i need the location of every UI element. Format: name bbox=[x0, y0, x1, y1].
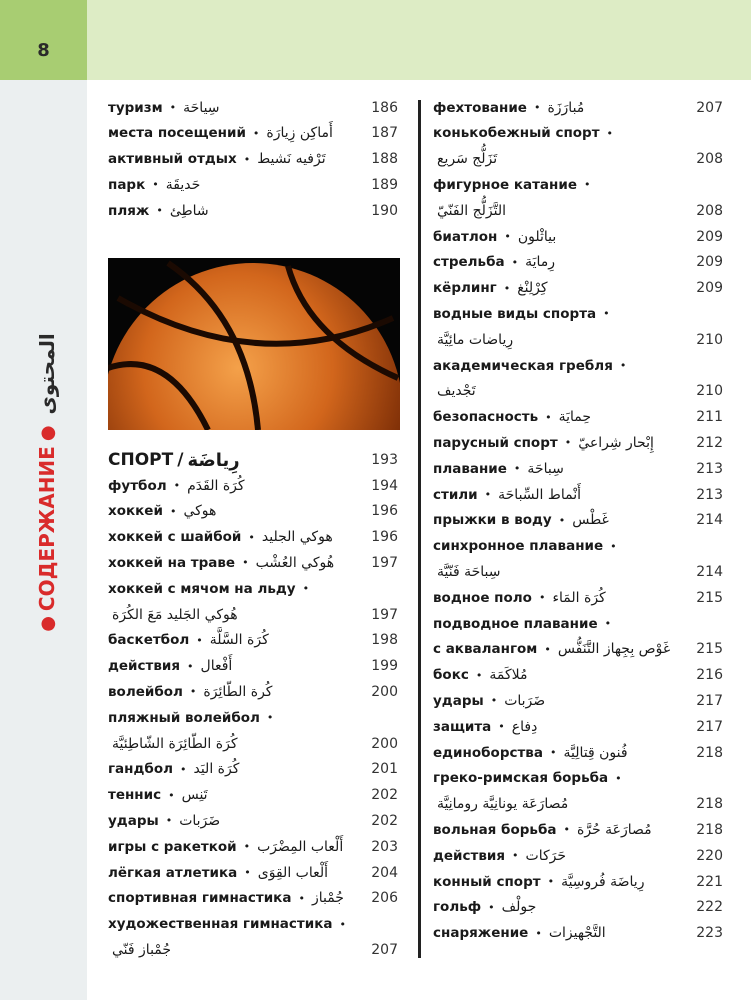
entry-arabic: تَجْديف bbox=[437, 383, 476, 400]
bullet-icon: • bbox=[603, 307, 610, 321]
bullet-icon: • bbox=[545, 410, 552, 424]
toc-entry bbox=[433, 688, 723, 713]
entry-russian: греко-римская борьба bbox=[433, 770, 609, 787]
toc-entry bbox=[433, 482, 723, 507]
entry-page-number: 198 bbox=[371, 632, 398, 649]
bullet-icon: • bbox=[266, 711, 274, 725]
bullet-icon: • bbox=[512, 849, 519, 863]
entry-arabic: رِمايَة bbox=[525, 254, 556, 271]
entry-arabic: سِياحَة bbox=[183, 99, 220, 116]
entry-page-number: 201 bbox=[371, 761, 398, 778]
entry-page-number: 216 bbox=[696, 667, 723, 684]
vertical-title bbox=[35, 333, 59, 637]
entry-russian: вольная борьба bbox=[433, 821, 557, 838]
entry-russian: художественная гимнастика bbox=[108, 916, 333, 933]
entry-page-number: 197 bbox=[371, 554, 398, 571]
entry-page-number: 202 bbox=[371, 787, 398, 804]
entry-arabic: كِرْلِنْغ bbox=[517, 280, 548, 297]
bullet-icon: • bbox=[189, 685, 197, 699]
entry-russian: хоккей с мячом на льду bbox=[108, 580, 296, 597]
entry-russian: биатлон bbox=[433, 228, 498, 245]
entry-arabic: بياثْلون bbox=[517, 228, 557, 245]
toc-entry bbox=[433, 405, 723, 430]
entry-russian: фехтование bbox=[433, 99, 527, 116]
entry-page-number: 220 bbox=[696, 847, 723, 864]
entry-russian: спортивная гимнастика bbox=[108, 890, 292, 907]
toc-entry bbox=[433, 895, 723, 920]
entry-page-number: 213 bbox=[696, 460, 723, 477]
entry-russian: хоккей bbox=[108, 503, 163, 520]
toc-entry bbox=[108, 783, 398, 808]
entry-russian: единоборства bbox=[433, 744, 543, 761]
entry-page-number: 218 bbox=[696, 821, 723, 838]
entry-page-number: 208 bbox=[696, 151, 723, 168]
vertical-title-ar: المحتوى bbox=[35, 333, 59, 415]
entry-page-number: 204 bbox=[371, 864, 398, 881]
entry-page-number: 217 bbox=[696, 718, 723, 735]
entry-arabic: إِبْحار شِراعيّ bbox=[578, 434, 654, 451]
entry-arabic: فُنون قِتالِيَّة bbox=[563, 744, 628, 761]
entry-page-number: 206 bbox=[371, 890, 398, 907]
entry-russian: баскетбол bbox=[108, 632, 190, 649]
entry-page-number: 214 bbox=[696, 563, 723, 580]
entry-page-number: 196 bbox=[371, 529, 398, 546]
bullet-icon: • bbox=[156, 204, 163, 218]
bullet-icon: • bbox=[547, 875, 555, 888]
bullet-icon: • bbox=[196, 633, 203, 647]
toc-entry bbox=[108, 121, 398, 146]
entry-page-number: 221 bbox=[696, 873, 723, 890]
entry-page-number: 200 bbox=[371, 735, 398, 752]
entry-page-number: 202 bbox=[371, 812, 398, 829]
entry-arabic: تَزَلُّج سَريع bbox=[437, 151, 498, 168]
entry-arabic: هوكي الجليد bbox=[261, 529, 333, 546]
bullet-icon: • bbox=[302, 582, 310, 596]
entry-arabic: سِباحَة bbox=[527, 460, 564, 477]
bullet-icon: • bbox=[339, 917, 346, 931]
entry-arabic: كُرَة المَاء bbox=[552, 589, 606, 606]
entry-russian: кёрлинг bbox=[433, 280, 497, 297]
entry-russian: парк bbox=[108, 176, 146, 193]
entry-arabic: جُمْباز فَنّي bbox=[112, 941, 172, 958]
entry-page-number: 207 bbox=[696, 99, 723, 116]
entry-russian: защита bbox=[433, 718, 492, 735]
entry-russian: синхронное плавание bbox=[433, 538, 604, 555]
toc-entry bbox=[433, 379, 723, 404]
bullet-icon: • bbox=[513, 462, 521, 476]
entry-russian: пляж bbox=[108, 202, 150, 219]
entry-arabic: أَنْماط السِّباحَة bbox=[498, 486, 581, 503]
entry-russian: действия bbox=[108, 658, 181, 675]
entry-russian: подводное плавание bbox=[433, 615, 598, 632]
entry-arabic: أَلْعاب المِضْرَب bbox=[257, 838, 344, 855]
toc-entry bbox=[433, 301, 723, 326]
entry-page-number: 217 bbox=[696, 692, 723, 709]
entry-russian: стили bbox=[433, 486, 478, 503]
entry-russian: действия bbox=[433, 847, 506, 864]
toc-entry bbox=[108, 602, 398, 627]
toc-entry bbox=[433, 353, 723, 378]
bullet-icon: • bbox=[169, 504, 177, 518]
entry-russian: места посещений bbox=[108, 125, 246, 142]
entry-arabic: رِياضات مائِيَّة bbox=[437, 331, 514, 348]
toc-entry bbox=[433, 585, 723, 610]
entry-page-number: 186 bbox=[371, 99, 398, 116]
entry-arabic: كُرَة القَدَم bbox=[187, 477, 245, 494]
entry-russian: академическая гребля bbox=[433, 357, 613, 374]
toc-entry bbox=[108, 912, 398, 937]
entry-russian: стрельба bbox=[433, 254, 505, 271]
entry-arabic: كُرَة الطّائِرَة الشّاطِئيَّة bbox=[112, 735, 238, 752]
entry-arabic: حَديقَة bbox=[165, 176, 201, 193]
entry-page-number: 223 bbox=[696, 925, 723, 942]
toc-entry bbox=[433, 95, 723, 120]
bullet-icon: • bbox=[242, 556, 249, 570]
bullet-icon: • bbox=[165, 814, 173, 828]
entry-russian: хоккей на траве bbox=[108, 554, 236, 571]
entry-page-number: 194 bbox=[371, 477, 398, 494]
entry-russian: прыжки в воду bbox=[433, 512, 552, 529]
entry-arabic: تَنِس bbox=[181, 787, 208, 804]
entry-arabic: تَرْفيه نَشيط bbox=[257, 151, 326, 168]
entry-russian: пляжный волейбол bbox=[108, 709, 260, 726]
bullet-icon: • bbox=[243, 152, 251, 166]
bullet-icon: • bbox=[604, 617, 612, 630]
entry-arabic: التَّجْهيزات bbox=[548, 925, 606, 942]
entry-page-number: 218 bbox=[696, 796, 723, 813]
toc-entry bbox=[433, 637, 723, 662]
toc-entry bbox=[108, 860, 398, 885]
entry-page-number: 210 bbox=[696, 331, 723, 348]
bullet-dot: ● bbox=[36, 425, 58, 442]
entry-page-number: 196 bbox=[371, 503, 398, 520]
entry-page-number: 209 bbox=[696, 254, 723, 271]
entry-page-number: 197 bbox=[371, 606, 398, 623]
toc-entry bbox=[433, 147, 723, 172]
entry-arabic: مُلاكَمَة bbox=[489, 667, 528, 684]
entry-page-number: 200 bbox=[371, 683, 398, 700]
entry-russian: хоккей с шайбой bbox=[108, 529, 242, 546]
toc-entry bbox=[108, 757, 398, 782]
toc-entry bbox=[433, 456, 723, 481]
entry-arabic: سِباحَة فَنّيَّة bbox=[437, 563, 501, 580]
entry-arabic: هوكي bbox=[183, 503, 217, 520]
entry-page-number: 222 bbox=[696, 899, 723, 916]
bullet-dot: ● bbox=[36, 616, 58, 632]
toc-entry bbox=[433, 276, 723, 301]
entry-page-number: 189 bbox=[371, 176, 398, 193]
entry-page-number: 213 bbox=[696, 486, 723, 503]
toc-entry bbox=[108, 731, 398, 756]
toc-entry bbox=[108, 937, 398, 962]
toc-entry bbox=[433, 327, 723, 352]
toc-entry bbox=[433, 430, 723, 455]
entry-russian: активный отдых bbox=[108, 151, 237, 168]
entry-arabic: أَلْعاب القِوَى bbox=[257, 864, 329, 881]
entry-arabic: غَوْص بِجِهاز التَّنَفُّس bbox=[557, 641, 671, 658]
entry-page-number: 208 bbox=[696, 202, 723, 219]
toc-entry bbox=[108, 499, 398, 524]
entry-arabic: كُرة الطّائِرَة bbox=[203, 683, 273, 700]
bullet-icon: • bbox=[610, 539, 617, 553]
bullet-icon: • bbox=[619, 359, 627, 372]
entry-russian: фигурное катание bbox=[433, 176, 577, 193]
bullet-icon: • bbox=[475, 668, 483, 682]
toc-entry bbox=[108, 198, 398, 223]
toc-entry bbox=[433, 611, 723, 636]
toc-entry bbox=[433, 714, 723, 739]
entry-arabic: جُمْباز bbox=[311, 890, 344, 907]
bullet-icon: • bbox=[484, 488, 492, 501]
entry-russian: теннис bbox=[108, 787, 162, 804]
toc-entry bbox=[433, 224, 723, 249]
entry-page-number: 190 bbox=[371, 202, 398, 219]
entry-russian: удары bbox=[433, 692, 484, 709]
bullet-icon: • bbox=[488, 900, 495, 914]
toc-entry bbox=[108, 834, 398, 859]
entry-russian: футбол bbox=[108, 477, 167, 494]
page-number: 8 bbox=[37, 40, 50, 61]
toc-entry bbox=[433, 921, 723, 946]
entry-russian: бокс bbox=[433, 667, 469, 684]
bullet-icon: • bbox=[168, 788, 175, 802]
entry-russian: туризм bbox=[108, 99, 163, 116]
entry-arabic: كُرَة السَّلَّة bbox=[209, 632, 269, 649]
bullet-icon: • bbox=[187, 659, 194, 673]
toc-entry bbox=[433, 250, 723, 275]
toc-entry bbox=[108, 886, 398, 911]
toc-entry bbox=[108, 576, 398, 601]
toc-entry bbox=[108, 628, 398, 653]
entry-arabic: شاطِئ bbox=[169, 202, 209, 219]
toc-entry bbox=[433, 198, 723, 223]
toc-entry bbox=[433, 663, 723, 688]
entry-russian: игры с ракеткой bbox=[108, 838, 237, 855]
entry-page-number: 188 bbox=[371, 151, 398, 168]
bullet-icon: • bbox=[490, 694, 498, 708]
entry-page-number: 214 bbox=[696, 512, 723, 529]
entry-arabic: أَماكِن زِيارَة bbox=[266, 125, 333, 142]
toc-entry bbox=[433, 740, 723, 765]
section-page: 193 bbox=[371, 452, 398, 468]
entry-arabic: غَطْس bbox=[572, 512, 609, 529]
entry-arabic: مُبارَزَة bbox=[547, 99, 585, 116]
top-band bbox=[87, 0, 751, 80]
entry-arabic: جولْف bbox=[501, 899, 537, 916]
entry-russian: безопасность bbox=[433, 409, 539, 426]
bullet-icon: • bbox=[549, 746, 557, 759]
toc-entry bbox=[433, 172, 723, 197]
section-title-ar: رِياضَة bbox=[187, 449, 240, 471]
section-heading bbox=[108, 445, 398, 475]
toc-entry bbox=[433, 121, 723, 146]
entry-arabic: هُوكي العُشْب bbox=[255, 554, 335, 571]
entry-arabic: مُصارَعَة يونانِيَّة رومانِيَّة bbox=[437, 796, 569, 813]
bullet-icon: • bbox=[504, 230, 511, 243]
section-title-ru: СПОРТ bbox=[108, 450, 174, 470]
bullet-icon: • bbox=[564, 436, 572, 450]
entry-page-number: 209 bbox=[696, 228, 723, 245]
bullet-icon: • bbox=[298, 891, 305, 905]
entry-page-number: 210 bbox=[696, 383, 723, 400]
bullet-icon: • bbox=[244, 866, 251, 879]
entry-russian: волейбол bbox=[108, 683, 183, 700]
toc-entry bbox=[108, 654, 398, 679]
bullet-icon: • bbox=[606, 126, 614, 140]
bullet-icon: • bbox=[533, 101, 541, 114]
toc-entry bbox=[433, 843, 723, 868]
column-divider bbox=[418, 100, 421, 958]
entry-page-number: 212 bbox=[696, 434, 723, 451]
bullet-icon: • bbox=[498, 720, 505, 734]
entry-arabic: دِفاع bbox=[511, 718, 538, 735]
bullet-icon: • bbox=[179, 762, 187, 776]
entry-page-number: 211 bbox=[696, 409, 723, 426]
bullet-icon: • bbox=[169, 101, 177, 114]
bullet-icon: • bbox=[173, 479, 181, 492]
toc-entry bbox=[433, 792, 723, 817]
entry-russian: конькобежный спорт bbox=[433, 125, 600, 142]
toc-entry bbox=[433, 559, 723, 584]
toc-entry bbox=[433, 869, 723, 894]
entry-arabic: كُرَة اليَد bbox=[193, 761, 240, 778]
entry-page-number: 209 bbox=[696, 280, 723, 297]
entry-page-number: 187 bbox=[371, 125, 398, 142]
entry-arabic: ضَرَبات bbox=[179, 812, 221, 829]
toc-entry bbox=[108, 147, 398, 172]
toc-entry bbox=[433, 508, 723, 533]
bullet-icon: • bbox=[615, 771, 622, 785]
entry-russian: парусный спорт bbox=[433, 434, 558, 451]
bullet-icon: • bbox=[252, 126, 260, 140]
section-slash: / bbox=[177, 450, 184, 470]
bullet-icon: • bbox=[503, 281, 511, 295]
bullet-icon: • bbox=[558, 513, 566, 527]
bullet-icon: • bbox=[535, 926, 542, 940]
entry-page-number: 199 bbox=[371, 658, 398, 675]
toc-entry bbox=[108, 550, 398, 575]
entry-russian: гольф bbox=[433, 899, 482, 916]
basketball-image bbox=[108, 258, 400, 430]
bullet-icon: • bbox=[583, 178, 591, 192]
entry-arabic: أَفْعال bbox=[200, 658, 233, 675]
entry-russian: гандбол bbox=[108, 761, 173, 778]
entry-page-number: 203 bbox=[371, 838, 398, 855]
toc-entry bbox=[108, 808, 398, 833]
entry-arabic: حَرَكات bbox=[525, 847, 567, 864]
entry-russian: лёгкая атлетика bbox=[108, 864, 238, 881]
toc-entry bbox=[108, 705, 398, 730]
bullet-icon: • bbox=[511, 255, 519, 269]
entry-russian: конный спорт bbox=[433, 873, 541, 890]
toc-entry bbox=[433, 766, 723, 791]
entry-russian: водное поло bbox=[433, 589, 532, 606]
entry-arabic: ضَرَبات bbox=[504, 692, 546, 709]
toc-entry bbox=[108, 525, 398, 550]
vertical-title-ru: СОДЕРЖАНИЕ bbox=[35, 446, 59, 612]
entry-page-number: 207 bbox=[371, 941, 398, 958]
entry-page-number: 218 bbox=[696, 744, 723, 761]
toc-entry bbox=[108, 95, 398, 120]
entry-arabic: حِمايَة bbox=[558, 409, 592, 426]
entry-arabic: مُصارَعَة حُرَّة bbox=[576, 821, 652, 838]
entry-arabic: رِياضَة فُروسِيَّة bbox=[561, 873, 645, 890]
basketball-icon bbox=[108, 258, 400, 430]
toc-entry bbox=[108, 473, 398, 498]
entry-page-number: 215 bbox=[696, 589, 723, 606]
entry-russian: с аквалангом bbox=[433, 641, 538, 658]
entry-russian: удары bbox=[108, 812, 159, 829]
bullet-icon: • bbox=[248, 530, 255, 544]
toc-entry bbox=[108, 172, 398, 197]
bullet-icon: • bbox=[544, 642, 551, 656]
bullet-icon: • bbox=[243, 840, 251, 854]
bullet-icon: • bbox=[563, 823, 570, 837]
entry-russian: снаряжение bbox=[433, 925, 529, 942]
entry-arabic: هُوكي الجَليد مَعَ الكُرَة bbox=[112, 606, 238, 623]
entry-russian: водные виды спорта bbox=[433, 305, 597, 322]
entry-russian: плавание bbox=[433, 460, 507, 477]
entry-arabic: التَّزَلُّج الفَنّيّ bbox=[437, 202, 506, 219]
toc-entry bbox=[108, 679, 398, 704]
bullet-icon: • bbox=[152, 178, 159, 192]
toc-entry bbox=[433, 534, 723, 559]
bullet-icon: • bbox=[538, 591, 546, 605]
toc-entry bbox=[433, 817, 723, 842]
entry-page-number: 215 bbox=[696, 641, 723, 658]
